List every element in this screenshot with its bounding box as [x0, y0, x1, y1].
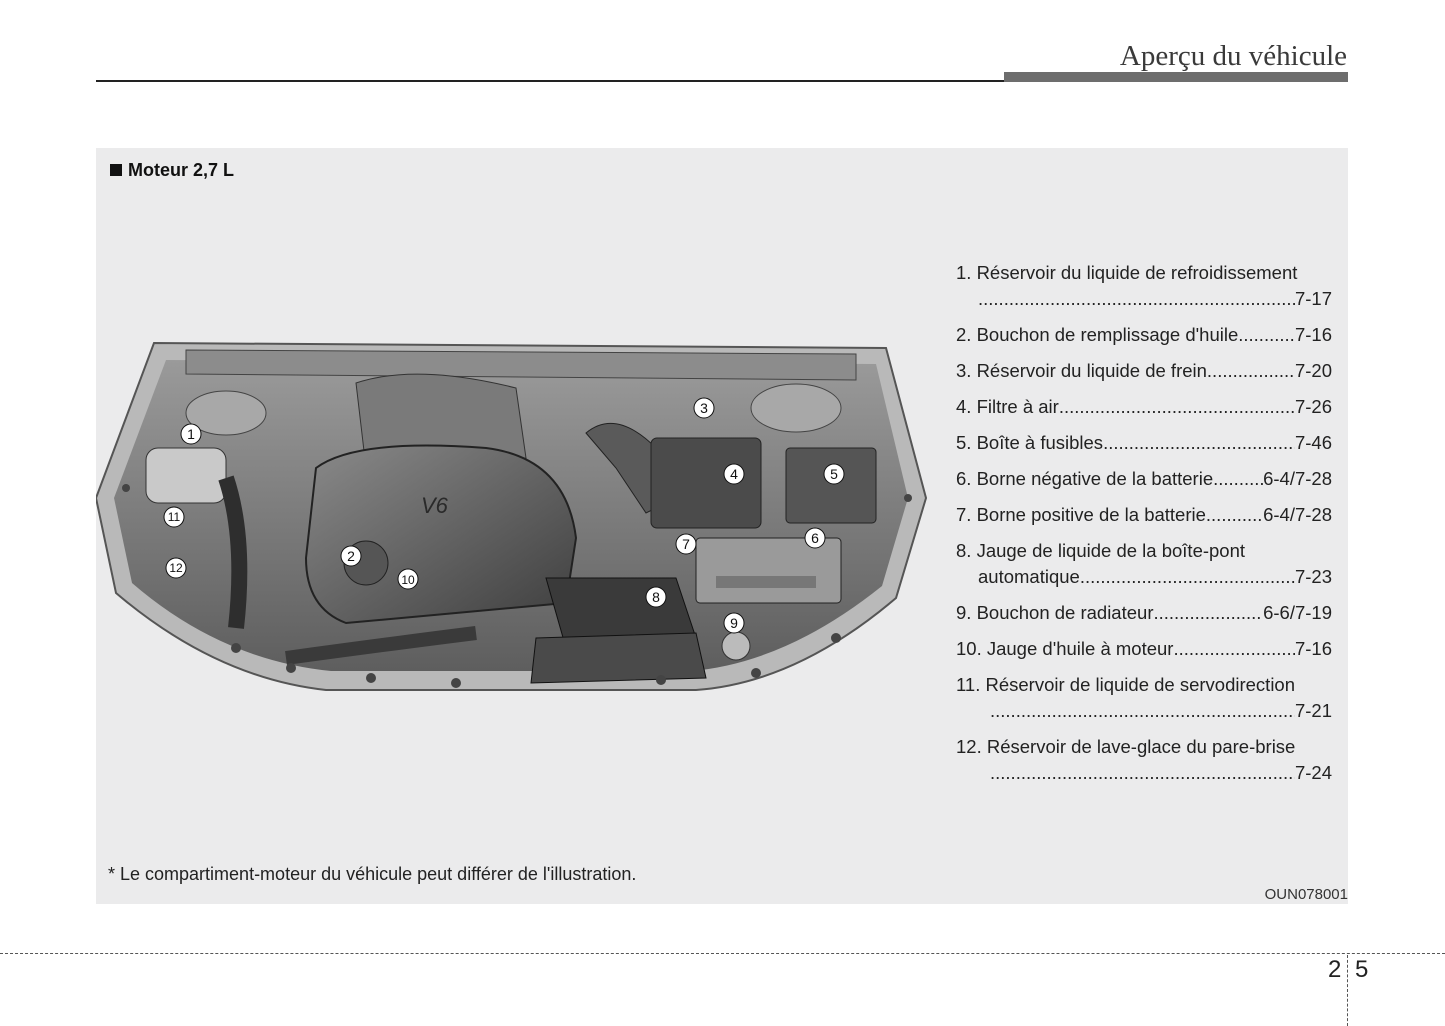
legend-label: 6. Borne négative de la batterie	[956, 468, 1214, 489]
svg-text:12: 12	[169, 561, 183, 575]
legend-item	[956, 466, 1332, 492]
v6-badge: V6	[421, 493, 448, 518]
engine-compartment-illustration	[96, 338, 932, 708]
callout-3	[694, 398, 714, 418]
legend-label: 8. Jauge de liquide de la boîte-pont	[956, 540, 1246, 561]
legend-label: 5. Boîte à fusibles	[956, 432, 1104, 453]
legend-label-continued: automatique	[978, 566, 1080, 587]
figure-panel	[96, 148, 1348, 904]
svg-text:8: 8	[652, 589, 660, 605]
legend-item	[956, 358, 1332, 384]
svg-text:7: 7	[682, 536, 690, 552]
legend-item	[956, 672, 1332, 724]
page-header-title: Aperçu du véhicule	[1119, 40, 1347, 72]
callout-7	[676, 534, 696, 554]
component-legend	[956, 260, 1332, 796]
legend-page: 7-20	[1294, 360, 1332, 381]
legend-item	[956, 260, 1332, 312]
footer-dashed-divider	[1347, 955, 1348, 1026]
legend-label: 4. Filtre à air	[956, 396, 1059, 417]
callout-9	[724, 613, 744, 633]
legend-page: 6-6/7-19	[1263, 602, 1332, 623]
footnote: * Le compartiment-moteur du véhicule peut différer de l'illustration.	[108, 864, 637, 884]
legend-label: 7. Borne positive de la batterie	[956, 504, 1206, 525]
legend-page: 7-23	[1294, 566, 1332, 587]
legend-label: 12. Réservoir de lave-glace du pare-brise	[956, 736, 1296, 757]
callout-1	[181, 424, 201, 444]
header-rule	[96, 80, 1006, 82]
callout-10	[398, 569, 418, 589]
header-tab-bar	[1004, 72, 1348, 82]
legend-label: 2. Bouchon de remplissage d'huile	[956, 324, 1239, 345]
svg-text:4: 4	[730, 466, 738, 482]
legend-page: 6-4/7-28	[1263, 468, 1332, 489]
page-number: 5	[1355, 956, 1369, 983]
legend-page: 7-17	[1294, 288, 1332, 309]
legend-label: 1. Réservoir du liquide de refroidissement	[956, 262, 1298, 283]
legend-page: 7-21	[1294, 700, 1332, 721]
legend-label: 10. Jauge d'huile à moteur	[956, 638, 1174, 659]
legend-item	[956, 734, 1332, 786]
callout-8	[646, 587, 666, 607]
legend-item	[956, 600, 1332, 626]
legend-page: 7-46	[1294, 432, 1332, 453]
svg-text:5: 5	[830, 466, 838, 482]
figure-code: OUN078001	[1264, 886, 1348, 903]
legend-item	[956, 430, 1332, 456]
legend-item	[956, 636, 1332, 662]
bullet-square-icon	[110, 164, 122, 176]
legend-page: 6-4/7-28	[1263, 504, 1332, 525]
svg-text:6: 6	[811, 530, 819, 546]
section-title	[110, 160, 234, 181]
svg-text:3: 3	[700, 400, 708, 416]
callout-12	[166, 558, 186, 578]
section-title-text: Moteur 2,7 L	[128, 160, 235, 180]
legend-page: 7-16	[1294, 638, 1332, 659]
callout-2	[341, 546, 361, 566]
legend-page: 7-26	[1294, 396, 1332, 417]
svg-text:1: 1	[187, 426, 195, 442]
legend-item	[956, 322, 1332, 348]
legend-item	[956, 502, 1332, 528]
svg-text:9: 9	[730, 615, 738, 631]
callout-5	[824, 464, 844, 484]
svg-text:2: 2	[347, 548, 355, 564]
legend-item	[956, 538, 1332, 590]
svg-text:10: 10	[401, 573, 415, 587]
legend-label: 11. Réservoir de liquide de servodirection	[956, 674, 1296, 695]
legend-label: 3. Réservoir du liquide de frein	[956, 360, 1207, 381]
svg-text:11: 11	[167, 510, 181, 524]
callout-6	[805, 528, 825, 548]
legend-label: 9. Bouchon de radiateur	[956, 602, 1154, 623]
footer-dashed-rule	[0, 953, 1445, 954]
callout-4	[724, 464, 744, 484]
callout-11	[164, 507, 184, 527]
chapter-number: 2	[1328, 956, 1342, 983]
legend-page: 7-24	[1294, 762, 1332, 783]
legend-item	[956, 394, 1332, 420]
legend-page: 7-16	[1294, 324, 1332, 345]
